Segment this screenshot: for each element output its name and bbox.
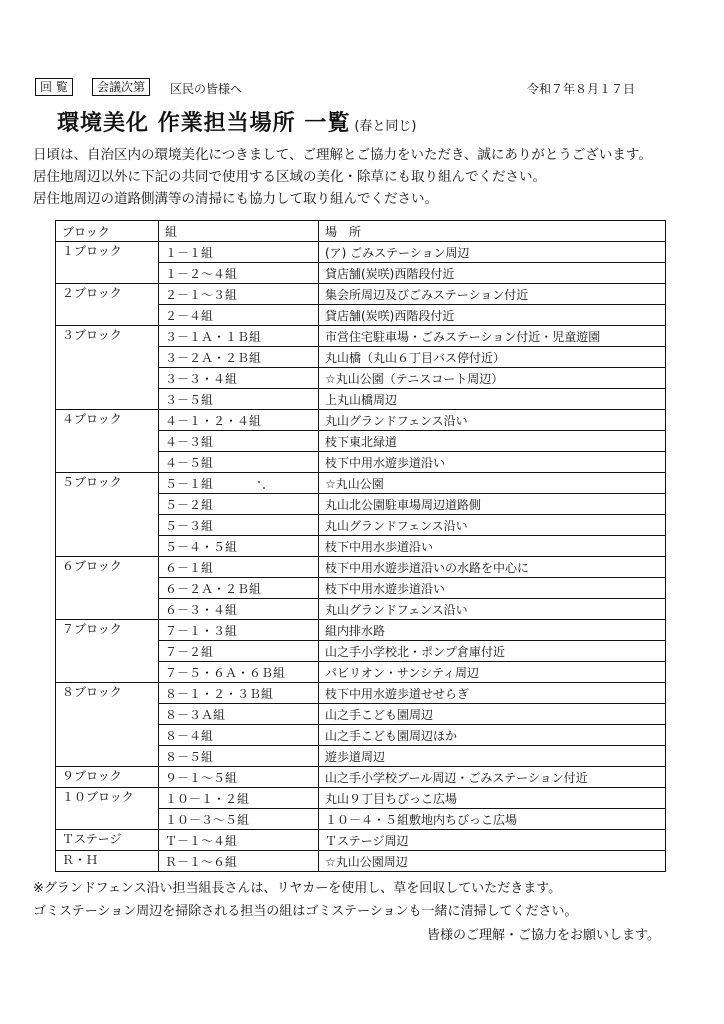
header-group: 組 <box>159 221 319 242</box>
footnote: ※グランドフェンス沿い担当組長さんは、リヤカーを使用し、草を回収していただきます。 <box>33 881 562 896</box>
block-name-cell: ４ブロック <box>56 410 159 473</box>
location-cell: 遊歩道周辺 <box>319 746 666 767</box>
meeting-agenda-tag: 会議次第 <box>92 78 150 96</box>
location-cell: 山之手小学校プール周辺・ごみステーション付近 <box>319 767 666 788</box>
location-cell: 組内排水路 <box>319 620 666 641</box>
location-cell: 集会所周辺及びごみステーション付近 <box>319 284 666 305</box>
document-title: 環境美化 作業担当場所 一覧 <box>57 111 351 136</box>
footnotes <box>33 877 703 923</box>
location-cell: 丸山北公園駐車場周辺道路側 <box>319 494 666 515</box>
table-row <box>56 326 666 347</box>
group-cell: ５－１組 <box>159 473 319 494</box>
location-cell: 市営住宅駐車場・ごみステーション付近・児童遊園 <box>319 326 666 347</box>
block-name-cell: ９ブロック <box>56 767 159 788</box>
table-row <box>56 473 666 494</box>
location-cell: Ｔステージ周辺 <box>319 830 666 851</box>
closing-remark: 皆様のご理解・ご協力をお願いします。 <box>427 928 660 943</box>
header-block: ブロック <box>56 221 159 242</box>
group-cell: ６－３・４組 <box>159 599 319 620</box>
group-cell: １－２～４組 <box>159 263 319 284</box>
title-note: (春と同じ) <box>354 119 417 134</box>
location-cell: 丸山グランドフェンス沿い <box>319 599 666 620</box>
location-cell: 山之手小学校北・ポンプ倉庫付近 <box>319 641 666 662</box>
location-cell: パビリオン・サンシティ周辺 <box>319 662 666 683</box>
table-row <box>56 683 666 704</box>
intro-line: 日頃は、自治区内の環境美化につきまして、ご理解とご協力をいただき、誠にありがとうございます。 <box>33 147 652 163</box>
circulation-tag: 回 覧 <box>35 78 73 96</box>
location-cell: 貸店舗(炭咲)西階段付近 <box>319 263 666 284</box>
table-row <box>56 242 666 263</box>
location-cell: 枝下東北緑道 <box>319 431 666 452</box>
scan-speck <box>258 481 260 483</box>
group-cell: ２－１～３組 <box>159 284 319 305</box>
location-cell: 枝下中用水遊歩道沿い <box>319 452 666 473</box>
block-name-cell: Ｔステージ <box>56 830 159 851</box>
group-cell: ５－３組 <box>159 515 319 536</box>
location-cell: 山之手こども園周辺ほか <box>319 725 666 746</box>
document-title-line <box>57 106 416 137</box>
group-cell: １０－１・２組 <box>159 788 319 809</box>
block-name-cell: ５ブロック <box>56 473 159 557</box>
block-name-cell: ２ブロック <box>56 284 159 326</box>
group-cell: ８－３Ａ組 <box>159 704 319 725</box>
group-cell: ４－１・２・４組 <box>159 410 319 431</box>
group-cell: ４－５組 <box>159 452 319 473</box>
group-cell: ８－４組 <box>159 725 319 746</box>
group-cell: ６－１組 <box>159 557 319 578</box>
location-cell: 丸山９丁目ちびっこ広場 <box>319 788 666 809</box>
location-cell: 丸山グランドフェンス沿い <box>319 410 666 431</box>
group-cell: ５－４・５組 <box>159 536 319 557</box>
location-cell: １０－４・５組敷地内ちびっこ広場 <box>319 809 666 830</box>
table-row <box>56 620 666 641</box>
group-cell: ３－２Ａ・２Ｂ組 <box>159 347 319 368</box>
group-cell: ３－３・４組 <box>159 368 319 389</box>
table-row <box>56 830 666 851</box>
block-name-cell: １０ブロック <box>56 788 159 830</box>
table-body <box>56 242 666 872</box>
table-row <box>56 557 666 578</box>
location-cell: 枝下中用水遊歩道沿い <box>319 578 666 599</box>
intro-line: 居住地周辺以外に下記の共同で使用する区域の美化・除草にも取り組んでください。 <box>33 169 546 185</box>
table-row <box>56 788 666 809</box>
block-name-cell: ６ブロック <box>56 557 159 620</box>
document-header <box>35 78 635 98</box>
group-cell: ３－１Ａ・１Ｂ組 <box>159 326 319 347</box>
group-cell: ８－１・２・３Ｂ組 <box>159 683 319 704</box>
group-cell: ７－５・６Ａ・６Ｂ組 <box>159 662 319 683</box>
location-cell: 枝下中用水遊歩道せせらぎ <box>319 683 666 704</box>
group-cell: ９－１～５組 <box>159 767 319 788</box>
table-row <box>56 284 666 305</box>
group-cell: １－１組 <box>159 242 319 263</box>
group-cell: ７－１・３組 <box>159 620 319 641</box>
location-cell: ☆丸山公園 <box>319 473 666 494</box>
group-cell: １０－３～５組 <box>159 809 319 830</box>
table-row <box>56 410 666 431</box>
document-date: 令和７年８月１７日 <box>526 82 635 96</box>
group-cell: ５－２組 <box>159 494 319 515</box>
location-cell: 上丸山橋周辺 <box>319 389 666 410</box>
location-cell: 貸店舗(炭咲)西階段付近 <box>319 305 666 326</box>
header-location: 場 所 <box>319 221 666 242</box>
group-cell: Ｔ－１～４組 <box>159 830 319 851</box>
block-name-cell: ３ブロック <box>56 326 159 410</box>
location-cell: 丸山橋（丸山６丁目バス停付近） <box>319 347 666 368</box>
group-cell: ２－４組 <box>159 305 319 326</box>
location-cell: 山之手こども園周辺 <box>319 704 666 725</box>
group-cell: ３－５組 <box>159 389 319 410</box>
table-header-row <box>56 221 666 242</box>
intro-paragraph <box>33 144 703 210</box>
group-cell: ７－２組 <box>159 641 319 662</box>
footnote: ゴミステーション周辺を掃除される担当の組はゴミステーションも一緒に清掃してください。 <box>33 904 578 919</box>
table-row <box>56 767 666 788</box>
table-row <box>56 851 666 872</box>
group-cell: ８－５組 <box>159 746 319 767</box>
location-cell: ☆丸山公園周辺 <box>319 851 666 872</box>
scan-speck <box>263 487 265 489</box>
block-name-cell: １ブロック <box>56 242 159 284</box>
location-cell: 枝下中用水遊歩道沿いの水路を中心に <box>319 557 666 578</box>
location-cell: 丸山グランドフェンス沿い <box>319 515 666 536</box>
location-cell: ☆丸山公園（テニスコート周辺） <box>319 368 666 389</box>
block-name-cell: Ｒ・Ｈ <box>56 851 159 872</box>
intro-line: 居住地周辺の道路側溝等の清掃にも協力して取り組んでください。 <box>33 191 438 207</box>
block-name-cell: ７ブロック <box>56 620 159 683</box>
location-cell: (ア) ごみステーション周辺 <box>319 242 666 263</box>
group-cell: ６－２Ａ・２Ｂ組 <box>159 578 319 599</box>
group-cell: Ｒ－１～６組 <box>159 851 319 872</box>
group-cell: ４－３組 <box>159 431 319 452</box>
addressee: 区民の皆様へ <box>170 82 243 96</box>
location-cell: 枝下中用水歩道沿い <box>319 536 666 557</box>
block-name-cell: ８ブロック <box>56 683 159 767</box>
assignment-table <box>55 220 666 872</box>
